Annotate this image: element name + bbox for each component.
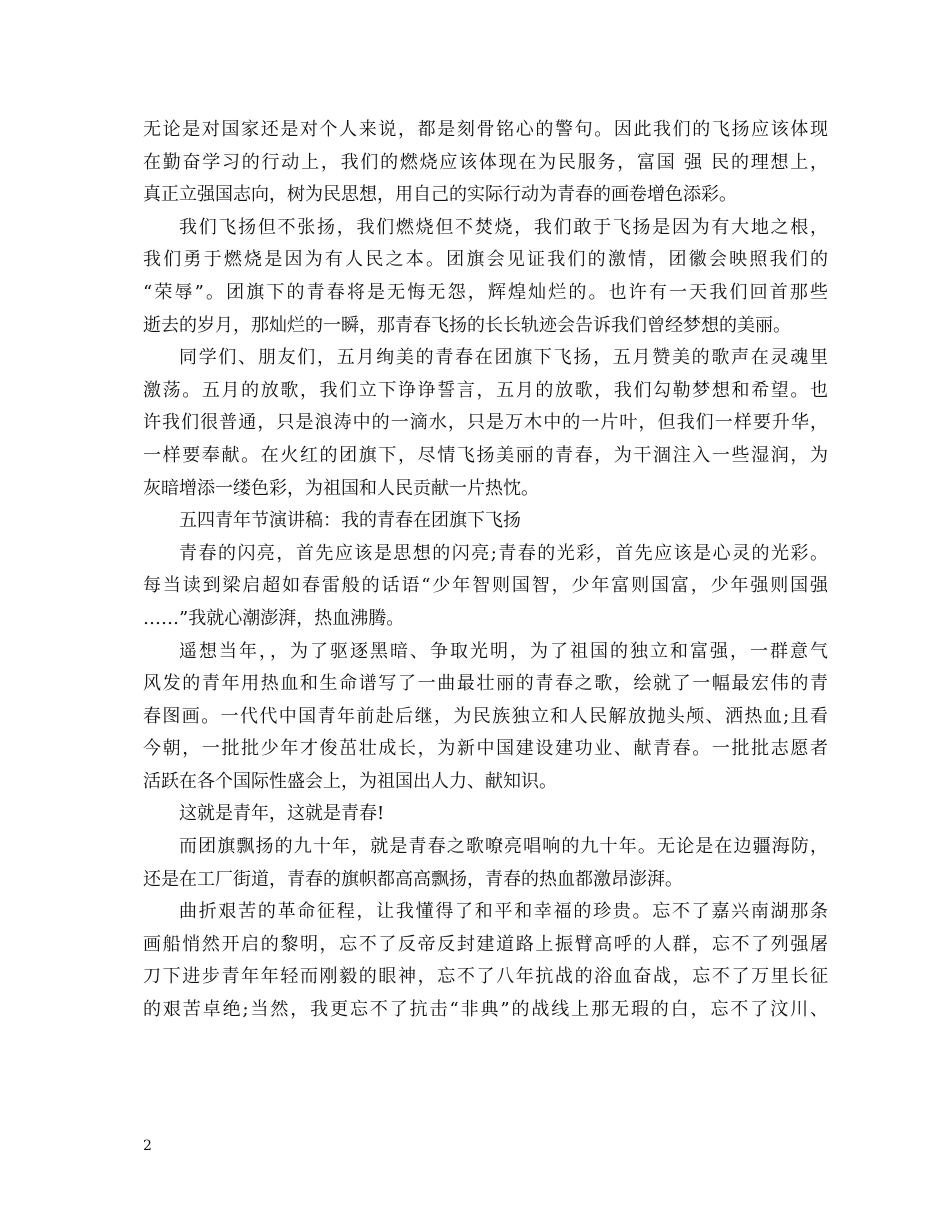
text-line: 每当读到梁启超如春雷般的话语“少年智则国智，少年富则国富，少年强则国强: [143, 575, 828, 597]
text-line: 春图画。一代代中国青年前赴后继，为民族独立和人民解放抛头颅、洒热血;且看: [143, 705, 828, 727]
text-line: 青春的闪亮，首先应该是思想的闪亮;青春的光彩，首先应该是心灵的光彩。: [179, 542, 828, 564]
text-line: 无论是对国家还是对个人来说，都是刻骨铭心的警句。因此我们的飞扬应该体现: [143, 119, 828, 140]
text-line: 许我们很普通，只是浪涛中的一滴水，只是万木中的一片叶，但我们一样要升华，: [143, 412, 828, 434]
text-line: 刀下进步青年年轻而刚毅的眼神，忘不了八年抗战的浴血奋战，忘不了万里长征: [143, 966, 828, 988]
text-line: 风发的青年用热血和生命谱写了一曲最壮丽的青春之歌，绘就了一幅最宏伟的青: [143, 673, 828, 695]
page-number: 2: [143, 1138, 152, 1154]
text-line: 在勤奋学习的行动上，我们的燃烧应该体现在为民服务，富国 强 民的理想上，: [143, 151, 828, 173]
text-line: 活跃在各个国际性盛会上，为祖国出人力、献知识。: [143, 770, 557, 792]
text-line: 的艰苦卓绝;当然，我更忘不了抗击“非典”的战线上那无瑕的白，忘不了汶川、: [143, 999, 828, 1021]
text-line: 真正立强国志向，树为民思想，用自己的实际行动为青春的画卷增色添彩。: [143, 184, 737, 206]
text-line: 遥想当年，，为了驱逐黑暗、争取光明，为了祖国的独立和富强，一群意气: [179, 640, 828, 662]
text-line: 我们飞扬但不张扬，我们燃烧但不焚烧，我们敢于飞扬是因为有大地之根，: [179, 216, 828, 238]
text-line: 逝去的岁月，那灿烂的一瞬，那青春飞扬的长长轨迹会告诉我们曾经梦想的美丽。: [143, 314, 791, 336]
text-line: 这就是青年，这就是青春!: [179, 803, 385, 825]
text-line: 还是在工厂街道，青春的旗帜都高高飘扬，青春的热血都激昂澎湃。: [143, 868, 683, 890]
text-line: “荣辱”。团旗下的青春将是无悔无怨，辉煌灿烂的。也许有一天我们回首那些: [143, 281, 828, 303]
text-line: 激荡。五月的放歌，我们立下诤诤誓言，五月的放歌，我们勾勒梦想和希望。也: [143, 379, 828, 401]
text-line: 灰暗增添一缕色彩，为祖国和人民贡献一片热忱。: [143, 477, 539, 499]
text-line: 五四青年节演讲稿：我的青春在团旗下飞扬: [179, 510, 521, 532]
text-line: 而团旗飘扬的九十年，就是青春之歌嘹亮唱响的九十年。无论是在边疆海防，: [179, 836, 828, 858]
text-line: 我们勇于燃烧是因为有人民之本。团旗会见证我们的激情，团徽会映照我们的: [143, 249, 828, 271]
text-line: ……”我就心潮澎湃，热血沸腾。: [143, 607, 405, 629]
text-line: 一样要奉献。在火红的团旗下，尽情飞扬美丽的青春，为干涸注入一些湿润，为: [143, 444, 828, 466]
text-line: 今朝，一批批少年才俊茁壮成长，为新中国建设建功业、献青春。一批批志愿者: [143, 738, 828, 760]
text-line: 曲折艰苦的革命征程，让我懂得了和平和幸福的珍贵。忘不了嘉兴南湖那条: [179, 901, 828, 923]
text-line: 同学们、朋友们，五月绚美的青春在团旗下飞扬，五月赞美的歌声在灵魂里: [179, 347, 828, 369]
body-text: [143, 114, 828, 1027]
text-line: 画船悄然开启的黎明，忘不了反帝反封建道路上振臂高呼的人群，忘不了列强屠: [143, 933, 828, 955]
